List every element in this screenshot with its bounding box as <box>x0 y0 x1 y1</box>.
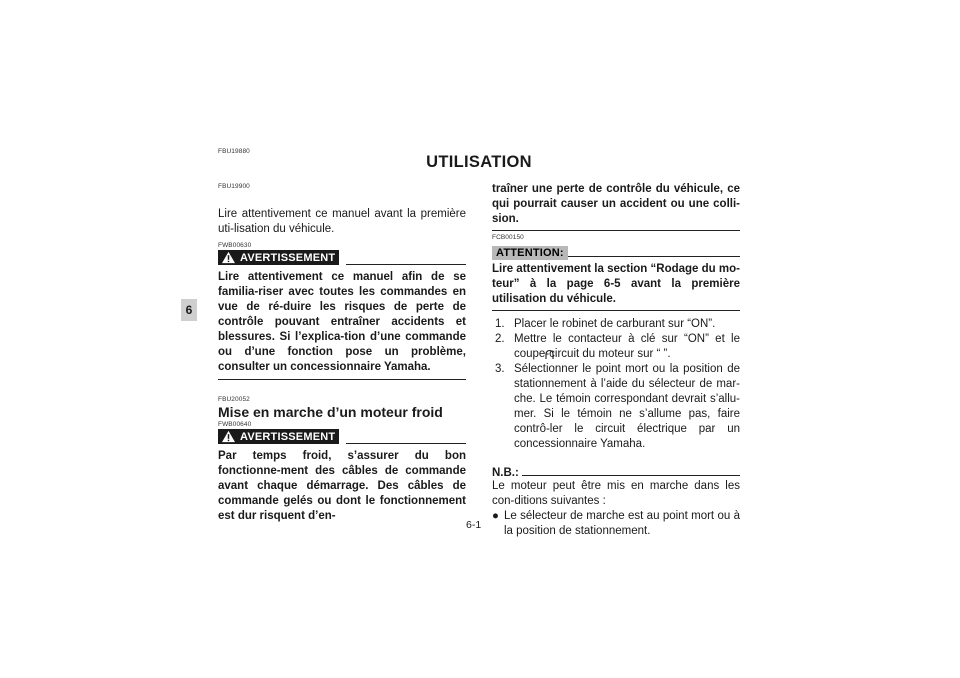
warning2-header <box>218 429 466 445</box>
engine-run-icon <box>544 349 555 360</box>
warning1-top-rule <box>346 264 466 265</box>
intro-text: Lire attentivement ce manuel avant la première uti-lisation du véhicule. <box>218 208 466 235</box>
left-column <box>218 183 466 524</box>
step-number: 2. <box>495 333 505 345</box>
section-title: Mise en marche d’un moteur froid <box>218 404 443 420</box>
warning1-text: Lire attentivement ce manuel afin de se familia-riser avec toutes les commandes en vue de ré-duire les risques de perte de contrôle pouvant entraîner accidents et blessures. Si l’explica-tion d’une commande ou d’une fonction pose un problème, consulter un concessionnaire Yamaha. <box>218 271 466 373</box>
note-header <box>492 463 740 478</box>
section-code: FBU20052 <box>218 396 250 403</box>
warning1-badge <box>218 250 339 265</box>
warning2-text: Par temps froid, s’assurer du bon fonctionne-ment des câbles de commande avant chaque démarrage. Des câbles de commande gelés ou dont le fonctionnement est dur risquent d’en- <box>218 450 466 522</box>
chapter-code: FBU19880 <box>218 148 250 155</box>
step-number: 3. <box>495 363 505 375</box>
list-item <box>492 332 740 362</box>
bullet-icon: ● <box>492 510 499 522</box>
note-rule <box>522 475 740 476</box>
warning1-label: AVERTISSEMENT <box>240 251 336 264</box>
right-column <box>492 182 740 539</box>
step-text: Sélectionner le point mort ou la position de stationnement à l’aide du sélecteur de mar-che. Le témoin correspondant devrait s’allu-mer. Si le témoin ne s’allume pas, faire contrô-ler le circuit électrique par un concessionnaire Yamaha. <box>514 363 740 450</box>
warning1-header <box>218 250 466 266</box>
note-label: N.B.: <box>492 467 519 479</box>
intro-code: FBU19900 <box>218 183 250 190</box>
page-title: UTILISATION <box>426 153 532 171</box>
attention-bottom-rule <box>492 310 740 311</box>
step-text: Mettre le contacteur à clé sur “ON” et le coupe-circuit du moteur sur “ ”. <box>514 333 740 360</box>
attention-top-rule <box>568 256 740 257</box>
warning2-top-rule <box>346 443 466 444</box>
attention-header <box>492 243 740 258</box>
attention-badge: ATTENTION: <box>492 246 568 260</box>
attention-code: FCB00150 <box>492 234 524 241</box>
note-text: Le moteur peut être mis en marche dans les con-ditions suivantes : <box>492 480 740 507</box>
list-item <box>492 317 740 332</box>
warning-triangle-icon <box>221 251 236 264</box>
warning2-label: AVERTISSEMENT <box>240 430 336 443</box>
list-item <box>492 362 740 452</box>
warning1-bottom-rule <box>218 379 466 380</box>
warning-triangle-icon <box>221 430 236 443</box>
warning2-bottom-rule <box>492 230 740 231</box>
attention-text: Lire attentivement la section “Rodage du mo-teur” à la page 6-5 avant la première utilisation du véhicule. <box>492 263 740 305</box>
step-text: Placer le robinet de carburant sur “ON”. <box>514 318 716 330</box>
note-bullet-text: Le sélecteur de marche est au point mort ou à la position de stationnement. <box>504 510 740 537</box>
warning2-continued: traîner une perte de contrôle du véhicule, ce qui pourrait causer un accident ou une colli-sion. <box>492 183 740 225</box>
page-number: 6-1 <box>466 519 482 531</box>
step-number: 1. <box>495 318 505 330</box>
warning2-badge <box>218 429 339 444</box>
warning2-code: FWB00640 <box>218 421 252 428</box>
chapter-tab: 6 <box>181 299 197 321</box>
warning1-code: FWB00630 <box>218 242 252 249</box>
steps-list <box>492 317 740 452</box>
note-bullet-item <box>492 509 740 539</box>
